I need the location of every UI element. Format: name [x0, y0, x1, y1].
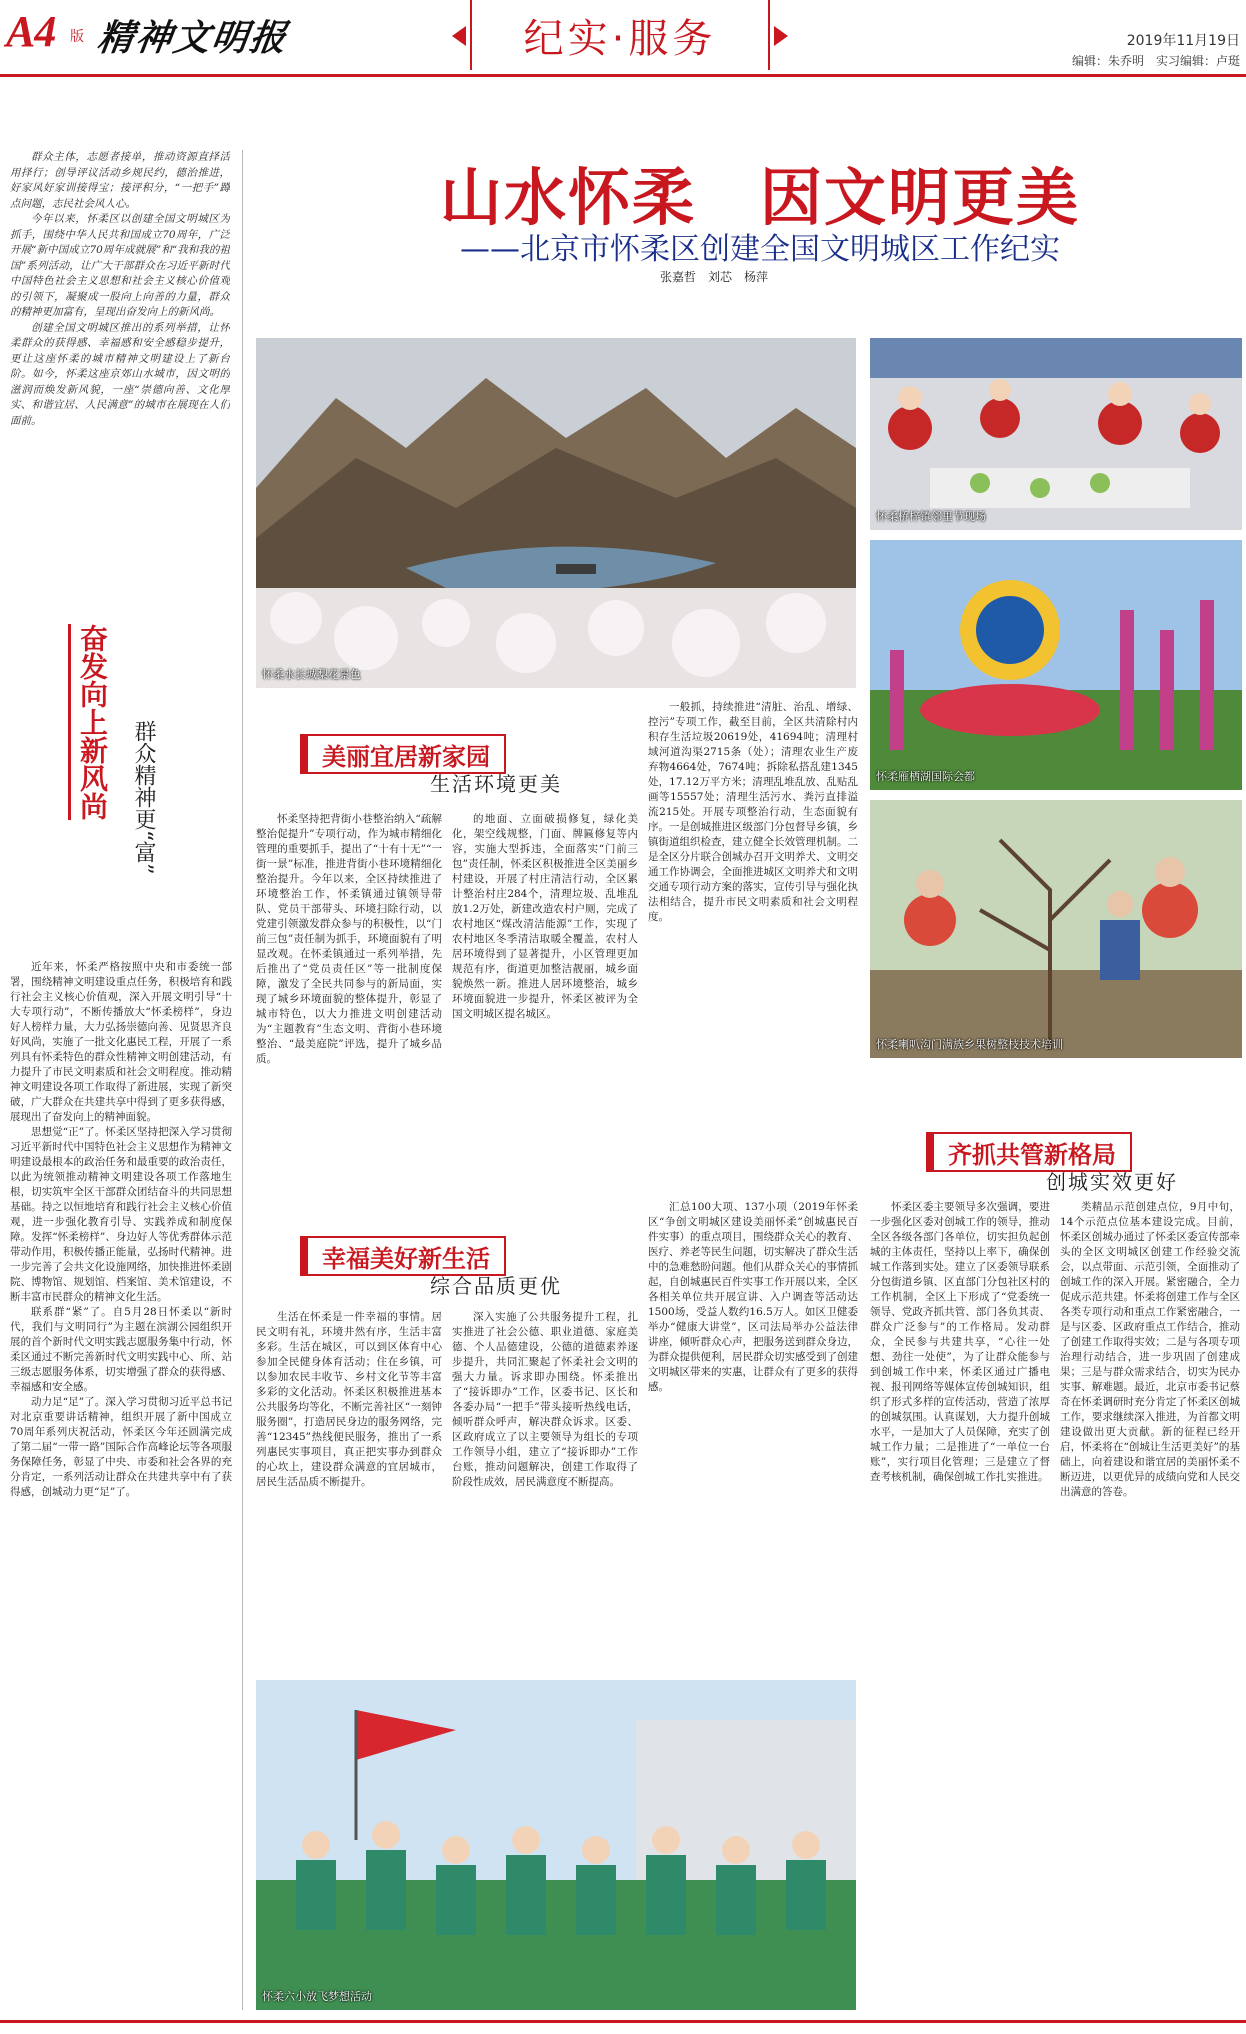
sidebar-paragraph: 动力足“足”了。深入学习贯彻习近平总书记对北京重要讲话精神，组织开展了新中国成立70周年系列庆祝活动，怀柔区今年还圆满完成了第二届“一带一路”国际合作高峰论坛等各项服务保障任务，彰显了中央、市委和社会各界的充分肯定，一系列活动让群众在共建共享中有了获得感，创城动力更“足”了。	[10, 1396, 232, 1498]
volunteers-activity-photo	[870, 338, 1242, 530]
section-subtitle: 综合品质更优	[430, 1274, 562, 1298]
photo-caption: 怀柔六小放飞梦想活动	[262, 1990, 372, 2003]
section-title: 美丽宜居新家园	[300, 734, 506, 774]
section-paragraph: 深入实施了公共服务提升工程，扎实推进了社会公德、职业道德、家庭美德、个人品德建设，公德的道德素养逐步提升，共同汇聚起了怀柔社会文明的强大力量。诉求即办围绕。怀柔推出了“接诉即办”工作，区委书记、区长和各委办局“一把手”带头接听热线电话，倾听群众呼声，解决群众诉求。区委、区政府成立了以主要领导为组长的专项工作领导小组，建立了“接诉即办”工作台账，推动问题解决，创建工作取得了阶段性成效，居民满意度不断提高。	[452, 1311, 638, 1488]
masthead-rule	[0, 74, 1246, 77]
section-head	[926, 1132, 1246, 1194]
sidebar-paragraph: 近年来，怀柔严格按照中央和市委统一部署，围绕精神文明建设重点任务，积极培育和践行社会主义核心价值观，深入开展文明引导“十大专项行动”，不断传播放大“怀柔榜样”，身边好人榜样力量，大力弘扬崇德向善、见贤思齐良好风尚，实施了一批文化惠民工程，开展了一系列具有怀柔特色的群众性精神文明创建活动，有力提升了市民文明素质和社会文明程度。推动精神文明建设各项工作取得了新进展，实现了新突破，广大群众在共建共享中得到了更多获得感，展现出了奋发向上的精神面貌。	[10, 961, 232, 1123]
photo-caption: 怀柔水长城梨花景色	[262, 668, 361, 681]
editors-credit: 编辑：朱乔明 实习编辑：卢珽	[1071, 54, 1240, 68]
sidebar-title: 奋发向上新风尚	[68, 624, 108, 820]
sidebar-paragraph: 联系群“紧”了。自5月28日怀柔以“新时代，我们与文明同行”为主题在滨湖公园组织开展的首个新时代文明实践志愿服务集中行动，怀柔区通过不断完善新时代文明实践中心、所、站三级志愿服务体系，切实增强了群众的获得感、幸福感和安全感。	[10, 1306, 232, 1393]
section-column	[648, 700, 858, 1112]
section-paragraph: 怀柔区委主要领导多次强调，要进一步强化区委对创城工作的领导，推动全区各级各部门各单位，切实担负起创城的主体责任，坚持以上率下，确保创城工作落到实处。建立了区委领导联系分包街道乡镇、区直部门分包社区村的工作机制，全区上下形成了“党委统一领导、党政齐抓共管、部门各负其责、群众广泛参与”的工作格局。发动群众，全民参与共建共享，“心往一处想、劲往一处使”，为了让群众能参与到创城工作中来，怀柔区通过广播电视、报刊网络等媒体宣传创城知识，组织了形式多样的宣传活动，营造了浓厚的创城氛围。认真谋划，大力提升创城水平，一是加大了人员保障，充实了创城工作力量；二是推进了“一单位一台账”，实行项目化管理；三是建立了督查考核机制，确保创城工作扎实推进。	[870, 1201, 1050, 1483]
section-column	[648, 1200, 858, 1670]
section-column	[256, 1310, 442, 1670]
section-paragraph: 汇总100大项、137小项（2019年怀柔区“争创文明城区建设美丽怀柔”创城惠民百件实事）的重点项目，围绕群众关心的教育、医疗、养老等民生问题，切实解决了群众生活中的急难愁盼问题。他们从群众关心的事情抓起，自创城惠民百件实事工作开展以来，全区各相关单位共开展宣讲、入户调查等活动达1500场，受益人数约16.5万人。如区卫健委举办“健康大讲堂”，区司法局举办公益法律讲座，倾听群众心声，把服务送到群众身边，为群众提供便利，居民群众切实感受到了创建文明城区带来的实惠，让群众有了更多的获得感。	[648, 1201, 858, 1393]
section-subtitle: 创城实效更好	[1046, 1170, 1178, 1194]
intro-text	[10, 150, 230, 590]
column-divider	[242, 150, 243, 2010]
flower-sculpture-photo	[870, 540, 1242, 790]
section-subtitle: 生活环境更美	[430, 772, 562, 796]
section-paragraph: 生活在怀柔是一件幸福的事情。居民文明有礼，环境井然有序，生活丰富多彩。生活在城区，可以到区体育中心参加全民健身体育活动；住在乡镇，可以参加农民丰收节、乡村文化节等丰富多彩的文化活动。怀柔区积极推进基本公共服务均等化，不断完善社区“一刻钟服务圈”，打造居民身边的服务网络，完善“12345”热线便民服务，推出了一系列惠民实事项目，真正把实事办到群众的心坎上，建设群众满意的宜居城市，居民生活品质不断提升。	[256, 1311, 442, 1488]
sidebar-paragraph: 思想觉“正”了。怀柔区坚持把深入学习贯彻习近平新时代中国特色社会主义思想作为精神文明建设最根本的政治任务和最重要的政治责任，以此为统领推动精神文明建设各项工作落地生根，切实筑牢全区干部群众团结奋斗的共同思想基础。持之以恒地培育和践行社会主义核心价值观，进一步强化教育引导、实践养成和制度保障。发挥“怀柔榜样”、身边好人等优秀群体示范带动作用，积极传播正能量，弘扬时代精神。进一步完善了会共文化设施网络，加快推进怀柔剧院、博物馆、规划馆、档案馆、美术馆建设，不断丰富市民群众的精神文化生活。	[10, 1126, 232, 1303]
page-bottom-rule	[0, 2020, 1246, 2023]
main-headline: 山水怀柔 因文明更美	[439, 161, 1080, 234]
sidebar-title-box	[60, 620, 164, 890]
intro-paragraph: 今年以来，怀柔区以创建全国文明城区为抓手，围绕中华人民共和国成立70周年，广泛开展“新中国成立70周年成就展”和“我和我的祖国”系列活动，让广大干部群众在习近平新时代中国特色社会主义思想和社会主义核心价值观的引领下，凝聚成一股向上向善的力量，群众的精神更加富有，呈现出奋发向上的新风尚。	[10, 213, 230, 318]
section-column	[452, 812, 638, 1112]
photo-caption: 怀柔桥梓镇邻里节现场	[876, 510, 986, 523]
intro-paragraph: 创建全国文明城区推出的系列举措，让怀柔群众的获得感、幸福感和安全感稳步提升，更让这座怀柔的城市精神文明建设上了新台阶。如今，怀柔这座京郊山水城市，因文明的滋润而焕发新风貌，一座“崇德向善、文化厚实、和谐宜居、人民满意”的城市在展现在人们面前。	[10, 321, 230, 427]
tree-pruning-photo	[870, 800, 1242, 1058]
mountain-reservoir-photo	[256, 338, 856, 688]
section-title: 幸福美好新生活	[300, 1236, 506, 1276]
section-head	[300, 734, 620, 796]
photo-caption: 怀柔喇叭沟门满族乡果树整枝技术培训	[876, 1038, 1063, 1051]
sidebar-text	[10, 960, 232, 2010]
tree-pruning-icon	[870, 800, 1242, 1058]
newspaper-name: 精神文明报	[94, 17, 291, 59]
section-column	[256, 812, 442, 1112]
triangle-right-icon	[774, 26, 788, 46]
sub-headline: ——北京市怀柔区创建全国文明城区工作纪实	[460, 232, 1060, 267]
section-paragraph: 类精品示范创建点位，9月中旬，14个示范点位基本建设完成。目前，怀柔区创城办通过了怀柔区委宣传部牵头的全区文明城区创建工作经验交流会，以点带面、示范引领，全面推动了创城工作的深入开展。紧密融合，全力促成示范共建。怀柔将创建工作与全区各类专项行动和重点工作紧密融合，一是与区委、区政府重点工作结合，推动了创建工作取得实效；二是与各项专项治理行动结合，进一步巩固了创建成果；三是与群众需求结合，切实为民办实事、解难题。最近，北京市委书记蔡奇在怀柔调研时充分肯定了怀柔区创城工作，要求继续深入推进，为首都文明建设做出更大贡献。新的征程已经开启，怀柔将在“创城让生活更美好”的基础上，向着建设和谐宜居的美丽怀柔不断迈进，以更优异的成绩向党和人民交出满意的答卷。	[1060, 1201, 1240, 1498]
column-banner	[470, 0, 770, 70]
section-title: 齐抓共管新格局	[926, 1132, 1132, 1172]
page-number: A4	[6, 7, 56, 56]
section-paragraph: 一般抓，持续推进“清脏、治乱、增绿、控污”专项工作，截至目前，全区共清除村内积存生活垃圾20619处，41694吨；清理村域河道沟渠2715条（处）；清理农业生产废弃物4664处，7674吨；拆除私搭乱建1345处，17.12万平方米；清理乱堆乱放、乱贴乱画等15557处；清理生活污水、粪污直排溢流215处。开展专项整治行动，生态面貌有序。一是创城推进区级部门分包督导乡镇，乡镇街道组织检查，建立健全长效管理机制。二是全区分片联合创城办召开文明养犬、文明交通工作协调会，全面推进城区文明养犬和文明交通专项行动方案的落实，宣传引导与强化执法相结合，提升市民文明素质和社会文明程度。	[648, 701, 858, 923]
photo-caption: 怀柔雁栖湖国际会都	[876, 770, 975, 783]
page-number-suffix: 版	[70, 29, 84, 45]
section-column	[870, 1200, 1050, 2010]
section-paragraph: 怀柔坚持把背街小巷整治纳入“疏解整治促提升”专项行动，作为城市精细化管理的重要抓手，提出了“十有十无”“一街一景”标准，推进背街小巷环境精细化整治提升。今年以来，全区持续推进了环境整治工作，怀柔镇通过镇领导带队、党员干部带头、环境扫除行动，以党建引领激发群众参与的积极性，以“门前三包”责任制为抓手，环境面貌有了明显改观。在怀柔镇通过一系列举措，先后推出了“党员责任区”等一批制度保障，激发了全民共同参与的新局面，实现了城乡环境面貌的整体提升，彰显了城市特色，以大力推进文明创建活动为“主题教育”生态文明、背街小巷环境整治、“最美庭院”评选，提升了城乡品质。	[256, 813, 442, 1065]
section-column	[1060, 1200, 1240, 2010]
issue-date: 2019年11月19日	[1126, 33, 1240, 49]
section-paragraph: 的地面、立面破损修复，绿化美化，架空线规整，门面、牌匾修复等内容，实施大型拆违，全面落实“门前三包”责任制，怀柔区积极推进全区美丽乡村建设，开展了村庄清洁行动，全区累计整治村庄284个，清理垃圾、乱堆乱放1.2万处，新建改造农村户厕，完成了农村地区“煤改清洁能源”工作，实现了农村地区冬季清洁取暖全覆盖，农村人居环境得到了显著提升，小区管理更加规范有序，街道更加整洁靓丽，城乡面貌焕然一新。推进人居环境整治，城乡环境面貌进一步提升，怀柔区被评为全国文明城区提名城区。	[452, 813, 638, 1020]
section-column	[452, 1310, 638, 1670]
flower-sculpture-icon	[870, 540, 1242, 790]
sidebar-subtitle: 群众精神更“富”	[131, 720, 156, 875]
volunteers-activity-icon	[870, 338, 1242, 530]
section-head	[300, 1236, 620, 1298]
mountain-reservoir-icon	[256, 338, 856, 688]
students-flag-icon	[256, 1680, 856, 2010]
byline: 张嘉哲 刘芯 杨萍	[660, 270, 769, 284]
intro-paragraph: 群众主体，志愿者接单，推动资源直择活用择行；创导评议活动乡规民约，德治推进，好家风好家训接得宝；接评积分，“一把手”蹲点问题，志民社会风人心。	[10, 151, 230, 210]
students-flag-photo	[256, 1680, 856, 2010]
column-title: 纪实·服务	[523, 15, 717, 62]
triangle-left-icon	[452, 26, 466, 46]
